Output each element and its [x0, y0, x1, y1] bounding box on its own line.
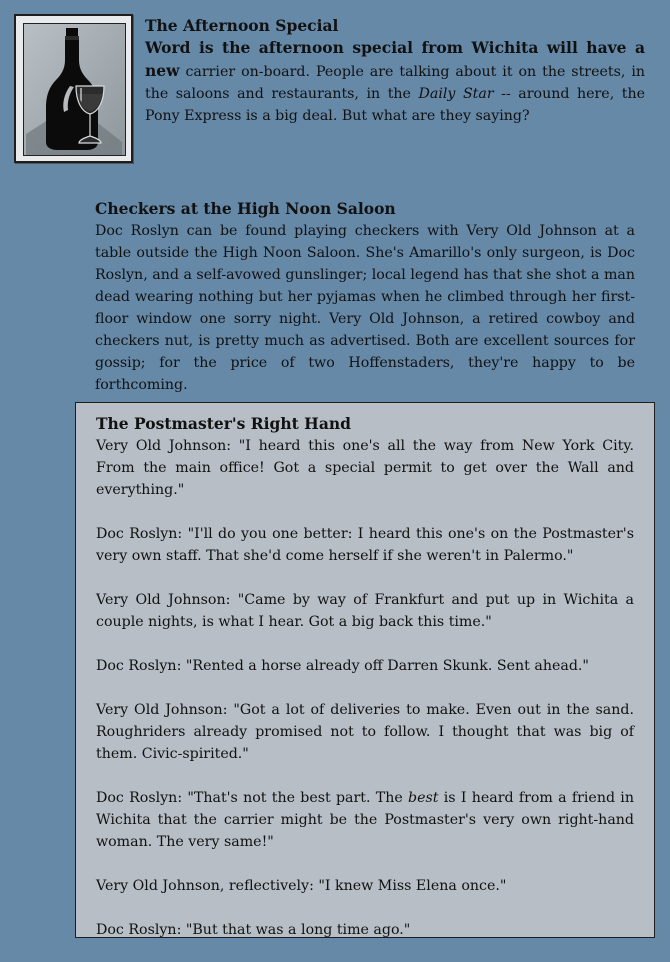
wine-bottle-and-glass-icon — [23, 23, 126, 156]
postmaster-section — [75, 402, 655, 938]
dialogue-text-after: is I heard from a friend in Wichita that the carrier might be the Postmaster's very own right-hand woman. The very same!" — [96, 790, 634, 850]
body-text-after: -- around here, the Pony Express is a big deal. But what are they saying? — [145, 86, 645, 124]
dialogue-line: Very Old Johnson: "Got a lot of deliveries to make. Even out in the sand. Roughriders already promised not to follow. I thought that was big of them. Civic-spirited." — [96, 702, 634, 762]
checkers-section — [95, 198, 635, 396]
lede-text: Word is the afternoon special from Wichita will have a new — [145, 38, 645, 80]
section-title: The Postmaster's Right Hand — [96, 414, 351, 433]
dialogue-line: Very Old Johnson: "I heard this one's all the way from New York City. From the main office! Got a special permit to get over the Wall and everything." — [96, 438, 634, 498]
dialogue-line: Doc Roslyn: "I'll do you one better: I heard this one's on the Postmaster's very own staff. That she'd come herself if she weren't in Palermo." — [96, 526, 634, 564]
dialogue-text-before: Doc Roslyn: "That's not the best part. The — [96, 790, 409, 806]
dialogue-line: Very Old Johnson: "Came by way of Frankfurt and put up in Wichita a couple nights, is what I hear. Got a big back this time." — [96, 592, 634, 630]
emphasis-word: best — [408, 790, 439, 806]
body-text-before: carrier on-board. People are talking about it on the streets, in the saloons and restaurants, in the — [145, 64, 645, 102]
dialogue-line: Doc Roslyn: "Rented a horse already off Darren Skunk. Sent ahead." — [96, 658, 589, 674]
section-title: Checkers at the High Noon Saloon — [95, 199, 396, 218]
newspaper-name: Daily Star — [418, 86, 494, 102]
section-body — [145, 37, 645, 127]
storylet-image-frame — [14, 14, 133, 163]
afternoon-special-section — [145, 15, 645, 127]
section-title: The Afternoon Special — [145, 16, 339, 35]
dialogue-line: Doc Roslyn: "But that was a long time ago." — [96, 922, 411, 938]
section-body: Doc Roslyn can be found playing checkers with Very Old Johnson at a table outside the High Noon Saloon. She's Amarillo's only surgeon, is Doc Roslyn, and a self-avowed gunslinger; local legend has that she shot a man dead wearing nothing but her pyjamas when he climbed through her first-floor window one sorry night. Very Old Johnson, a retired cowboy and checkers nut, is pretty much as advertised. Both are excellent sources for gossip; for the price of two Hoffenstaders, they're happy to be forthcoming. — [95, 223, 635, 393]
dialogue-line — [96, 787, 634, 853]
dialogue-line: Very Old Johnson, reflectively: "I knew Miss Elena once." — [96, 878, 507, 894]
